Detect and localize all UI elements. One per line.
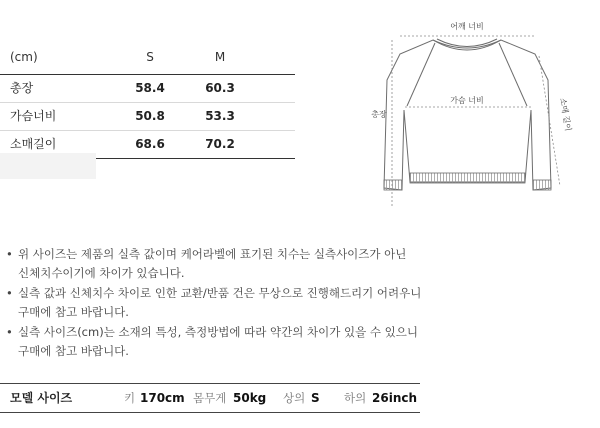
size-s-header: S	[146, 50, 154, 64]
weight-key: 몸무게	[193, 391, 227, 405]
size-s-value: 58.4	[135, 81, 165, 95]
top-key: 상의	[283, 391, 306, 405]
size-table-header-row	[0, 40, 295, 75]
shoulder-width-label: 어깨 너비	[450, 22, 484, 31]
bottom-key: 하의	[344, 391, 367, 405]
note-line: 실측 값과 신체치수 차이로 인한 교환/반품 건은 무상으로 진행해드리기 어려우니	[18, 286, 422, 300]
row-label: 가슴너비	[10, 109, 57, 123]
total-length-label: 총장	[371, 110, 387, 119]
height-key: 키	[124, 391, 136, 405]
table-row	[0, 103, 295, 131]
model-size-bar	[0, 383, 420, 413]
table-row	[0, 75, 295, 103]
size-notes	[6, 245, 426, 362]
weight-value: 50kg	[233, 391, 267, 405]
table-filler-block	[0, 153, 96, 179]
note-line: 위 사이즈는 제품의 실측 값이며 케어라벨에 표기된 치수는 실측사이즈가 아닌	[18, 247, 407, 261]
chest-width-label: 가슴 너비	[450, 96, 484, 105]
top-value: S	[311, 391, 320, 405]
unit-header: (cm)	[10, 50, 38, 64]
bottom-value: 26inch	[372, 391, 418, 405]
list-item	[6, 323, 426, 361]
note-line: 신체치수이기에 차이가 있습니다.	[18, 266, 185, 280]
size-m-value: 53.3	[205, 109, 235, 123]
bullet-icon: •	[6, 325, 13, 339]
model-size-title: 모델 사이즈	[10, 391, 73, 405]
size-s-value: 68.6	[135, 137, 165, 151]
note-line: 구매에 참고 바랍니다.	[18, 305, 129, 319]
bullet-icon: •	[6, 247, 13, 261]
list-item	[6, 245, 426, 283]
row-label: 소매길이	[10, 137, 57, 151]
size-m-header: M	[214, 50, 226, 64]
size-s-value: 50.8	[135, 109, 165, 123]
size-m-value: 70.2	[205, 137, 235, 151]
note-line: 구매에 참고 바랍니다.	[18, 344, 129, 358]
sleeve-length-label: 소매 길이	[558, 97, 573, 132]
size-m-value: 60.3	[205, 81, 235, 95]
bullet-icon: •	[6, 286, 13, 300]
sweater-measurement-diagram	[355, 10, 585, 215]
size-table	[0, 40, 295, 159]
list-item	[6, 284, 426, 322]
note-line: 실측 사이즈(cm)는 소재의 특성, 측정방법에 따라 약간의 차이가 있을 수 있으니	[18, 325, 418, 339]
height-value: 170cm	[140, 391, 185, 405]
row-label: 총장	[10, 81, 34, 95]
